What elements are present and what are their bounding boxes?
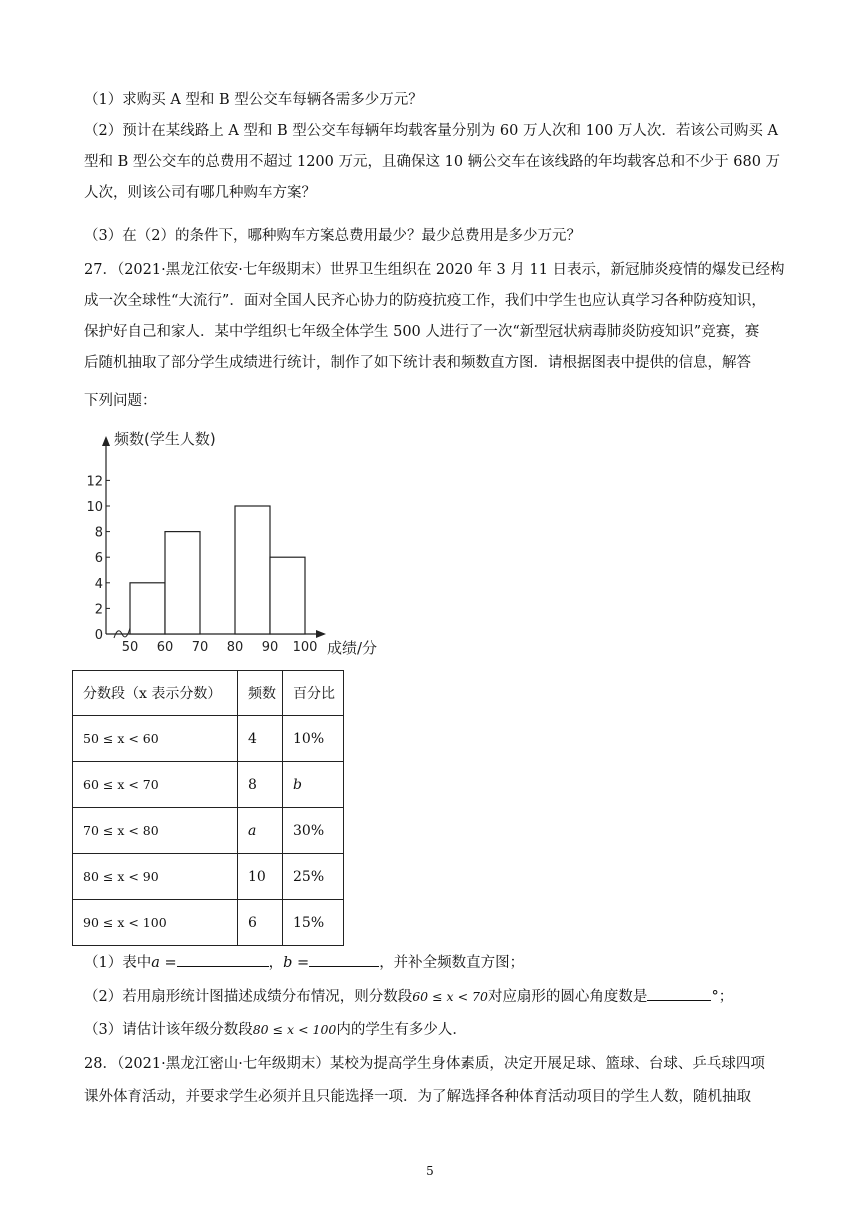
sub2-middle: 对应扇形的圆心角度数是 bbox=[487, 989, 648, 1005]
histogram-bar bbox=[235, 506, 270, 634]
x-axis-label: 成绩/分 bbox=[327, 639, 378, 657]
y-axis-label: 频数(学生人数) bbox=[114, 430, 216, 448]
header-percent: 百分比 bbox=[283, 671, 344, 716]
y-axis-arrow bbox=[102, 436, 110, 446]
cell-frequency: a bbox=[238, 808, 283, 854]
sub1-comma: ， bbox=[268, 955, 284, 971]
sub2-suffix: °； bbox=[711, 989, 734, 1005]
histogram-bar bbox=[165, 532, 200, 634]
table-row bbox=[73, 762, 344, 808]
stats-table bbox=[72, 670, 344, 946]
table-row bbox=[73, 716, 344, 762]
q26-part1: （1）求购买 A 型和 B 型公交车每辆各需多少万元？ bbox=[84, 92, 423, 108]
cell-range: 80 ≤ x < 90 bbox=[73, 854, 238, 900]
header-frequency: 频数 bbox=[238, 671, 283, 716]
sub3-range: 80 ≤ x < 100 bbox=[252, 1022, 337, 1037]
sub2-range: 60 ≤ x < 70 bbox=[412, 989, 488, 1004]
q27-line5: 下列问题： bbox=[84, 393, 157, 409]
sub2-prefix: （2）若用扇形统计图描述成绩分布情况，则分数段 bbox=[84, 989, 413, 1005]
x-tick-label: 70 bbox=[191, 640, 209, 655]
cell-percent: 25% bbox=[283, 854, 344, 900]
y-tick-label: 4 bbox=[94, 576, 103, 592]
blank-angle[interactable] bbox=[647, 986, 711, 1001]
y-tick-label: 2 bbox=[94, 602, 103, 618]
y-tick-label: 8 bbox=[94, 525, 103, 541]
x-tick-label: 90 bbox=[261, 640, 279, 655]
x-tick-label: 50 bbox=[121, 640, 139, 655]
cell-frequency: 10 bbox=[238, 854, 283, 900]
y-tick-label: 6 bbox=[94, 551, 103, 567]
x-axis-arrow bbox=[316, 630, 326, 638]
sub1-prefix: （1）表中 bbox=[84, 955, 152, 971]
table-row bbox=[73, 854, 344, 900]
cell-frequency: 4 bbox=[238, 716, 283, 762]
q27-sub3 bbox=[84, 1020, 467, 1040]
x-tick-label: 80 bbox=[226, 640, 244, 655]
q27-line3: 保护好自己和家人．某中学组织七年级全体学生 500 人进行了一次“新型冠状病毒肺炎防疫知识”竞赛，赛 bbox=[84, 324, 760, 340]
y-tick-label: 10 bbox=[86, 500, 103, 515]
cell-frequency: 8 bbox=[238, 762, 283, 808]
cell-percent: 15% bbox=[283, 900, 344, 946]
q27-line4: 后随机抽取了部分学生成绩进行统计，制作了如下统计表和频数直方图．请根据图表中提供的信息，解答 bbox=[84, 355, 751, 371]
cell-range: 50 ≤ x < 60 bbox=[73, 716, 238, 762]
sub1-suffix: ，并补全频数直方图； bbox=[379, 955, 525, 971]
cell-percent: 10% bbox=[283, 716, 344, 762]
q28-line2: 课外体育活动，并要求学生必须并且只能选择一项．为了解选择各种体育活动项目的学生人数，随机抽取 bbox=[84, 1089, 751, 1105]
header-score-range: 分数段（x 表示分数） bbox=[73, 671, 238, 716]
q26-part2-line3: 人次，则该公司有哪几种购车方案？ bbox=[84, 185, 316, 201]
histogram-bar bbox=[270, 557, 305, 634]
q26-part2-line2: 型和 B 型公交车的总费用不超过 1200 万元，且确保这 10 辆公交车在该线路的年均载客总和不少于 680 万 bbox=[84, 154, 781, 170]
cell-range: 60 ≤ x < 70 bbox=[73, 762, 238, 808]
table-row bbox=[73, 900, 344, 946]
axis-break-mark bbox=[114, 628, 130, 638]
page-number: 5 bbox=[426, 1164, 434, 1178]
q26-part3: （3）在（2）的条件下，哪种购车方案总费用最少？最少总费用是多少万元？ bbox=[84, 228, 581, 244]
blank-a[interactable] bbox=[177, 952, 269, 967]
table-row bbox=[73, 808, 344, 854]
cell-frequency: 6 bbox=[238, 900, 283, 946]
sub1-a-label: a = bbox=[151, 955, 177, 971]
sub3-prefix: （3）请估计该年级分数段 bbox=[84, 1022, 253, 1038]
cell-percent: 30% bbox=[283, 808, 344, 854]
sub3-suffix: 内的学生有多少人． bbox=[336, 1022, 467, 1038]
cell-range: 90 ≤ x < 100 bbox=[73, 900, 238, 946]
x-tick-label: 60 bbox=[156, 640, 174, 655]
q28-line1: 28．（2021·黑龙江密山·七年级期末）某校为提高学生身体素质，决定开展足球、篮球、台球、乒乓球四项 bbox=[84, 1056, 765, 1072]
table-header-row bbox=[73, 671, 344, 716]
cell-range: 70 ≤ x < 80 bbox=[73, 808, 238, 854]
histogram-bar bbox=[130, 583, 165, 634]
cell-percent: b bbox=[283, 762, 344, 808]
q27-sub1 bbox=[84, 952, 524, 973]
sub1-b-label: b = bbox=[283, 955, 310, 971]
x-tick-label: 100 bbox=[292, 640, 318, 655]
y-tick-label: 12 bbox=[86, 474, 103, 490]
q27-sub2 bbox=[84, 986, 733, 1007]
q26-part2-line1: （2）预计在某线路上 A 型和 B 型公交车每辆年均载客量分别为 60 万人次和 100 万人次．若该公司购买 A bbox=[84, 123, 778, 139]
q27-line1: 27．（2021·黑龙江依安·七年级期末）世界卫生组织在 2020 年 3 月 11 日表示，新冠肺炎疫情的爆发已经构 bbox=[84, 262, 785, 278]
y-tick-label: 0 bbox=[94, 628, 103, 643]
frequency-histogram bbox=[84, 424, 404, 664]
q27-line2: 成一次全球性“大流行”．面对全国人民齐心协力的防疫抗疫工作，我们中学生也应认真学习各种防疫知识， bbox=[84, 293, 766, 309]
blank-b[interactable] bbox=[309, 952, 379, 967]
